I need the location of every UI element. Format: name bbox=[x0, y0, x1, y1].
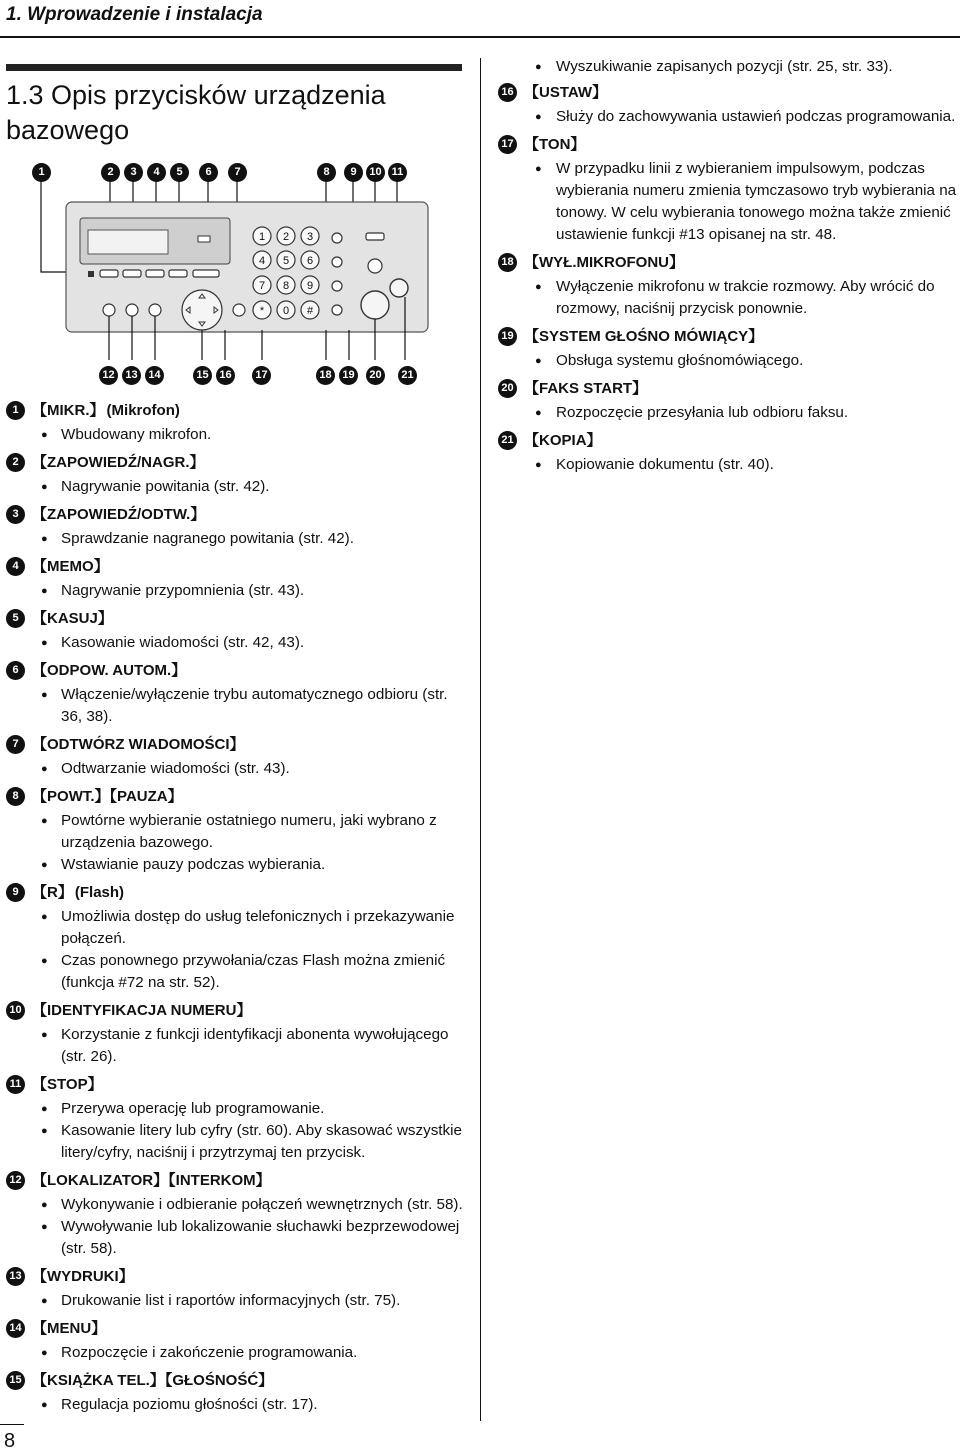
bracket-close: 】 bbox=[229, 736, 245, 753]
key-0: 0 bbox=[282, 305, 290, 317]
bullet-text: ● Wstawianie pauzy podczas wybierania. bbox=[6, 854, 472, 876]
button-name-heading bbox=[6, 1072, 472, 1098]
callout-number: 19 bbox=[498, 327, 517, 346]
bullet-text: ● Korzystanie z funkcji identyfikacji abonenta wywołującego (str. 26). bbox=[6, 1024, 472, 1068]
bullet-text: ● Nagrywanie powitania (str. 42). bbox=[6, 476, 472, 498]
bracket-close: 】 bbox=[632, 380, 648, 397]
button-description-item bbox=[6, 606, 472, 654]
callout-number: 16 bbox=[498, 83, 517, 102]
button-name-heading bbox=[498, 80, 958, 106]
button-name-heading bbox=[6, 998, 472, 1024]
bullet-text: ● Odtwarzanie wiadomości (str. 43). bbox=[6, 758, 472, 780]
bracket-close: 】 bbox=[91, 1320, 107, 1337]
callout-number: 2 bbox=[6, 453, 25, 472]
button-name-heading bbox=[6, 606, 472, 632]
button-key-label: ZAPOWIEDŹ/NAGR. bbox=[47, 454, 190, 471]
callout-number: 20 bbox=[366, 366, 385, 385]
bracket-close: 】 bbox=[171, 662, 187, 679]
button-key-label: MEMO bbox=[47, 558, 94, 575]
button-description-item bbox=[6, 880, 472, 994]
button-name-heading bbox=[6, 1368, 472, 1394]
button-name-heading bbox=[498, 324, 958, 350]
callout-number: 1 bbox=[6, 401, 25, 420]
bullet-text: ● Wywoływanie lub lokalizowanie słuchawki bezprzewodowej (str. 58). bbox=[6, 1216, 472, 1260]
button-key-label: STOP bbox=[47, 1076, 88, 1093]
bullet-text: ● Służy do zachowywania ustawień podczas programowania. bbox=[498, 106, 958, 128]
bracket-close: 】 bbox=[57, 884, 73, 901]
callout-number: 10 bbox=[6, 1001, 25, 1020]
callout-number: 20 bbox=[498, 379, 517, 398]
bracket-open: 【 bbox=[32, 736, 48, 753]
bullet-text: ● Nagrywanie przypomnienia (str. 43). bbox=[6, 580, 472, 602]
callout-number: 13 bbox=[122, 366, 141, 385]
page-header bbox=[0, 0, 960, 34]
key-9: 9 bbox=[306, 280, 314, 292]
key-4: 4 bbox=[258, 255, 266, 267]
bracket-open: 【 bbox=[524, 328, 540, 345]
callout-number: 9 bbox=[344, 163, 363, 182]
bracket-close: 】 bbox=[94, 788, 110, 805]
bullet-text: ● Umożliwia dostęp do usług telefonicznych i przekazywanie połączeń. bbox=[6, 906, 472, 950]
bracket-close: 】 bbox=[87, 1076, 103, 1093]
bracket-open: 【 bbox=[524, 84, 540, 101]
button-key-label: TON bbox=[539, 136, 571, 153]
chapter-title: 1. Wprowadzenie i instalacja bbox=[6, 4, 263, 25]
key-8: 8 bbox=[282, 280, 290, 292]
callout-number: 10 bbox=[366, 163, 385, 182]
button-description-item bbox=[6, 658, 472, 728]
button-description-item bbox=[6, 1168, 472, 1260]
bracket-open: 【 bbox=[32, 1172, 48, 1189]
button-description-list-right bbox=[498, 56, 958, 480]
button-description-item bbox=[498, 80, 958, 128]
callout-number: 21 bbox=[498, 431, 517, 450]
bracket-open: 【 bbox=[32, 788, 48, 805]
bracket-open: 【 bbox=[32, 402, 48, 419]
button-description-item bbox=[6, 1264, 472, 1312]
bullet-text: ● Kasowanie litery lub cyfry (str. 60). Aby skasować wszystkie litery/cyfry, naciśnij i przytrzymaj ten przycisk. bbox=[6, 1120, 472, 1164]
callout-number: 16 bbox=[216, 366, 235, 385]
button-key-label: USTAW bbox=[539, 84, 593, 101]
callout-number: 1 bbox=[32, 163, 51, 182]
bullet-text: ● Rozpoczęcie przesyłania lub odbioru faksu. bbox=[498, 402, 958, 424]
key-5: 5 bbox=[282, 255, 290, 267]
callout-number: 17 bbox=[252, 366, 271, 385]
bracket-open: 【 bbox=[32, 1320, 48, 1337]
bracket-close: 】 bbox=[118, 1268, 134, 1285]
header-rule bbox=[0, 36, 960, 38]
bullet-text: ● W przypadku linii z wybieraniem impulsowym, podczas wybierania numeru zmienia tymczasowo tryb wybierania na tonowy. W celu wybierania tonowego można także zmienić ustawienie funkcji #13 opisanej na str. 48. bbox=[498, 158, 958, 246]
button-key-label: KOPIA bbox=[539, 432, 587, 449]
bracket-open: 【 bbox=[524, 380, 540, 397]
button-key-label: GŁOŚNOŚĆ bbox=[172, 1372, 259, 1389]
button-key-label: ODPOW. AUTOM. bbox=[47, 662, 172, 679]
bullet-text: ● Obsługa systemu głośnomówiącego. bbox=[498, 350, 958, 372]
button-name-heading bbox=[6, 1168, 472, 1194]
bracket-close: 】 bbox=[149, 1372, 165, 1389]
button-key-label: WYŁ.MIKROFONU bbox=[539, 254, 669, 271]
bracket-close: 】 bbox=[586, 432, 602, 449]
button-name-heading bbox=[6, 784, 472, 810]
callout-number: 19 bbox=[339, 366, 358, 385]
button-name-heading bbox=[498, 132, 958, 158]
button-key-label: KASUJ bbox=[47, 610, 98, 627]
callout-number: 18 bbox=[498, 253, 517, 272]
bracket-close: 】 bbox=[93, 558, 109, 575]
button-description-item bbox=[6, 1368, 472, 1416]
callout-number: 9 bbox=[6, 883, 25, 902]
bracket-close: 】 bbox=[189, 454, 205, 471]
callout-number: 6 bbox=[6, 661, 25, 680]
button-name-heading bbox=[6, 732, 472, 758]
bracket-close: 】 bbox=[97, 610, 113, 627]
bracket-open: 【 bbox=[32, 1372, 48, 1389]
bracket-open: 【 bbox=[32, 558, 48, 575]
bullet-text: ● Wbudowany mikrofon. bbox=[6, 424, 472, 446]
bullet-text: ● Kopiowanie dokumentu (str. 40). bbox=[498, 454, 958, 476]
button-description-item bbox=[498, 132, 958, 246]
button-key-label: KSIĄŻKA TEL. bbox=[47, 1372, 150, 1389]
bracket-open: 【 bbox=[524, 254, 540, 271]
fax-device-illustration bbox=[0, 180, 440, 360]
button-description-item bbox=[6, 450, 472, 498]
button-key-label: MIKR. bbox=[47, 402, 90, 419]
button-key-label: FAKS START bbox=[539, 380, 633, 397]
callout-number: 11 bbox=[388, 163, 407, 182]
button-name-heading bbox=[6, 658, 472, 684]
bullet-text: ● Rozpoczęcie i zakończenie programowania. bbox=[6, 1342, 472, 1364]
callout-number: 12 bbox=[6, 1171, 25, 1190]
button-key-label: ODTWÓRZ WIADOMOŚCI bbox=[47, 736, 230, 753]
bullet-text: ● Kasowanie wiadomości (str. 42, 43). bbox=[6, 632, 472, 654]
button-key-label: PAUZA bbox=[117, 788, 168, 805]
callout-number: 4 bbox=[147, 163, 166, 182]
button-name-heading bbox=[6, 1316, 472, 1342]
bracket-close: 】 bbox=[258, 1372, 274, 1389]
bracket-close: 】 bbox=[153, 1172, 169, 1189]
bullet-text: ● Czas ponownego przywołania/czas Flash można zmienić (funkcja #72 na str. 52). bbox=[6, 950, 472, 994]
bracket-close: 】 bbox=[236, 1002, 252, 1019]
button-key-label: ZAPOWIEDŹ/ODTW. bbox=[47, 506, 191, 523]
callout-number: 2 bbox=[101, 163, 120, 182]
callout-number: 8 bbox=[317, 163, 336, 182]
bracket-close: 】 bbox=[190, 506, 206, 523]
bracket-open: 【 bbox=[164, 1372, 173, 1389]
callout-number: 17 bbox=[498, 135, 517, 154]
button-name-heading bbox=[6, 450, 472, 476]
button-description-item bbox=[498, 324, 958, 372]
bullet-text: ● Sprawdzanie nagranego powitania (str. 42). bbox=[6, 528, 472, 550]
bullet-text: ● Wyłączenie mikrofonu w trakcie rozmowy. Aby wrócić do rozmowy, naciśnij przycisk ponownie. bbox=[498, 276, 958, 320]
button-name-heading bbox=[498, 250, 958, 276]
button-description-item bbox=[6, 1316, 472, 1364]
bracket-open: 【 bbox=[109, 788, 118, 805]
button-name-heading bbox=[6, 502, 472, 528]
button-name-heading bbox=[6, 398, 472, 424]
button-description-item bbox=[498, 250, 958, 320]
callout-number: 7 bbox=[6, 735, 25, 754]
key-1: 1 bbox=[258, 231, 266, 243]
button-note: (Mikrofon) bbox=[106, 402, 180, 419]
bracket-close: 】 bbox=[570, 136, 586, 153]
callout-number: 11 bbox=[6, 1075, 25, 1094]
key-7: 7 bbox=[258, 280, 266, 292]
bracket-open: 【 bbox=[524, 136, 540, 153]
bracket-open: 【 bbox=[32, 662, 48, 679]
button-key-label: WYDRUKI bbox=[47, 1268, 119, 1285]
bullet-text: ● Włączenie/wyłączenie trybu automatycznego odbioru (str. 36, 38). bbox=[6, 684, 472, 728]
column-divider bbox=[480, 58, 481, 1421]
callout-number: 4 bbox=[6, 557, 25, 576]
bullet-text: ● Regulacja poziomu głośności (str. 17). bbox=[6, 1394, 472, 1416]
button-name-heading bbox=[6, 880, 472, 906]
callout-number: 3 bbox=[6, 505, 25, 524]
button-description-item bbox=[6, 398, 472, 446]
button-key-label: R bbox=[47, 884, 58, 901]
bullet-text: ● Wyszukiwanie zapisanych pozycji (str. 25, str. 33). bbox=[498, 56, 958, 78]
callout-number: 13 bbox=[6, 1267, 25, 1286]
bracket-open: 【 bbox=[32, 1076, 48, 1093]
button-key-label: IDENTYFIKACJA NUMERU bbox=[47, 1002, 237, 1019]
button-description-item bbox=[498, 428, 958, 476]
callout-number: 21 bbox=[398, 366, 417, 385]
callout-number: 14 bbox=[145, 366, 164, 385]
callout-number: 5 bbox=[170, 163, 189, 182]
bullet-text: ● Przerywa operację lub programowanie. bbox=[6, 1098, 472, 1120]
key-3: 3 bbox=[306, 231, 314, 243]
button-key-label: INTERKOM bbox=[175, 1172, 256, 1189]
callout-number: 6 bbox=[199, 163, 218, 182]
button-description-item bbox=[6, 732, 472, 780]
callout-number: 14 bbox=[6, 1319, 25, 1338]
key-2: 2 bbox=[282, 231, 290, 243]
bracket-close: 】 bbox=[255, 1172, 271, 1189]
bracket-open: 【 bbox=[32, 454, 48, 471]
bullet-text: ● Wykonywanie i odbieranie połączeń wewnętrznych (str. 58). bbox=[6, 1194, 472, 1216]
button-name-heading bbox=[498, 428, 958, 454]
bracket-close: 】 bbox=[89, 402, 105, 419]
key-star: * bbox=[259, 305, 265, 317]
button-name-heading bbox=[6, 1264, 472, 1290]
button-key-label: LOKALIZATOR bbox=[47, 1172, 154, 1189]
button-key-label: MENU bbox=[47, 1320, 92, 1337]
callout-number: 15 bbox=[193, 366, 212, 385]
button-description-item bbox=[6, 998, 472, 1068]
bracket-open: 【 bbox=[524, 432, 540, 449]
button-description-item bbox=[6, 554, 472, 602]
callout-number: 15 bbox=[6, 1371, 25, 1390]
bracket-close: 】 bbox=[167, 788, 183, 805]
bracket-open: 【 bbox=[32, 1002, 48, 1019]
callout-number: 7 bbox=[228, 163, 247, 182]
callout-number: 18 bbox=[316, 366, 335, 385]
button-key-label: SYSTEM GŁOŚNO MÓWIĄCY bbox=[539, 328, 749, 345]
bracket-close: 】 bbox=[669, 254, 685, 271]
bracket-close: 】 bbox=[592, 84, 608, 101]
section-title: 1.3 Opis przycisków urządzenia bazowego bbox=[6, 80, 386, 145]
bracket-open: 【 bbox=[32, 1268, 48, 1285]
bracket-open: 【 bbox=[168, 1172, 176, 1189]
button-description-item bbox=[498, 376, 958, 424]
button-key-label: POWT. bbox=[47, 788, 95, 805]
button-description-item bbox=[6, 1072, 472, 1164]
bracket-open: 【 bbox=[32, 884, 48, 901]
bracket-close: 】 bbox=[748, 328, 764, 345]
key-hash: # bbox=[306, 305, 314, 317]
button-name-heading bbox=[498, 376, 958, 402]
button-note: (Flash) bbox=[74, 884, 125, 901]
button-description-item bbox=[6, 784, 472, 876]
callout-number: 5 bbox=[6, 609, 25, 628]
bracket-open: 【 bbox=[32, 506, 48, 523]
section-rule bbox=[6, 64, 462, 71]
button-name-heading bbox=[6, 554, 472, 580]
callout-number: 12 bbox=[99, 366, 118, 385]
continued-item bbox=[498, 56, 958, 78]
button-description-list-left bbox=[6, 398, 472, 1420]
page-number: 8 bbox=[4, 1430, 16, 1452]
bullet-text: ● Powtórne wybieranie ostatniego numeru, jaki wybrano z urządzenia bazowego. bbox=[6, 810, 472, 854]
bullet-text: ● Drukowanie list i raportów informacyjnych (str. 75). bbox=[6, 1290, 472, 1312]
key-6: 6 bbox=[306, 255, 314, 267]
callout-number: 3 bbox=[124, 163, 143, 182]
button-description-item bbox=[6, 502, 472, 550]
callout-number: 8 bbox=[6, 787, 25, 806]
footer-rule bbox=[0, 1424, 24, 1425]
bracket-open: 【 bbox=[32, 610, 48, 627]
